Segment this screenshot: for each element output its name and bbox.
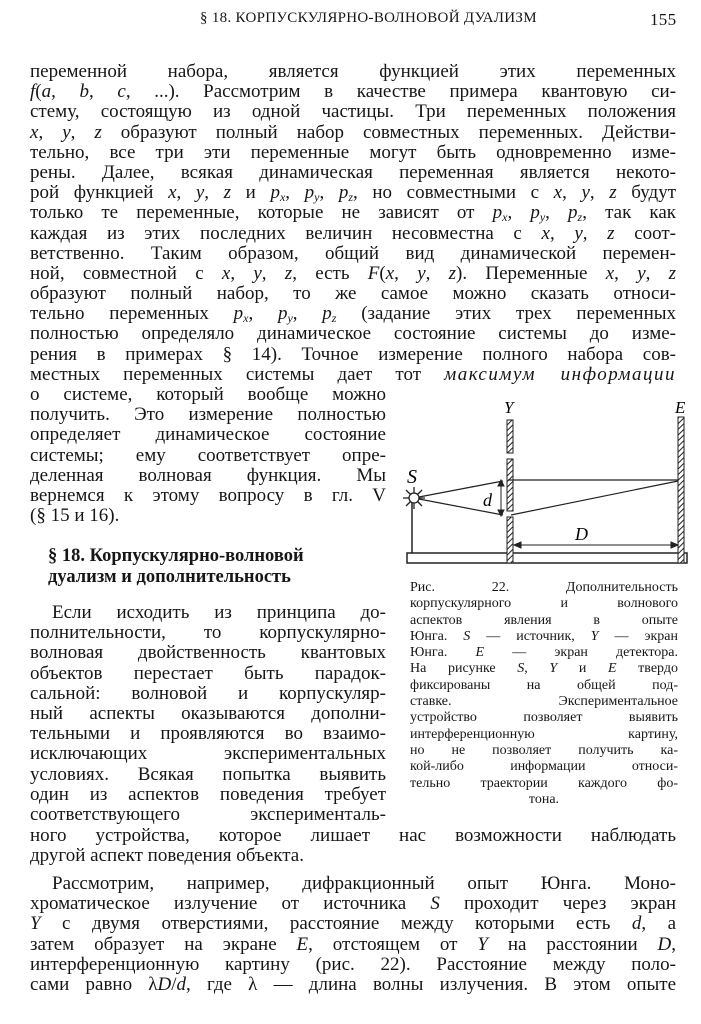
text-run: аспектов явления в опыте (410, 612, 678, 628)
math-variable: z (331, 311, 337, 326)
text-run: , (285, 182, 305, 204)
text-run: — экран детектора. (484, 645, 678, 661)
text-run: (§ 15 и 16). (30, 505, 120, 527)
text-line (30, 284, 676, 304)
text-line (30, 466, 386, 486)
label-E: E (675, 398, 686, 417)
text-line (30, 975, 676, 995)
text-line (30, 163, 676, 183)
math-variable: x (30, 121, 39, 143)
math-variable: x (553, 182, 563, 204)
text-run: ной, совместной с (30, 262, 222, 284)
text-run: и (557, 661, 608, 677)
text-line (30, 102, 676, 122)
text-run: ставке. Экспериментальное (410, 694, 678, 710)
text-line (410, 694, 678, 710)
text-run: переменной набора, является функцией этих переменных (30, 61, 676, 82)
math-variable: d (176, 973, 187, 995)
text-line (30, 345, 676, 365)
text-run: , есть (292, 262, 368, 284)
text-line (30, 623, 386, 643)
math-variable: z (284, 262, 293, 284)
text-run: рой функцией (30, 182, 169, 204)
text-run: На рисунке (410, 661, 518, 677)
text-run: , (38, 121, 63, 143)
math-variable: D (157, 973, 172, 995)
math-variable: p (322, 303, 332, 325)
math-variable: x (605, 262, 615, 284)
math-variable: z (607, 222, 615, 244)
math-variable: y (195, 182, 205, 204)
math-variable: E (607, 661, 617, 677)
text-run: устройство позволяет выявить (410, 710, 678, 726)
text-run: каждая из этих последних величин несовместна с (30, 222, 542, 244)
text-run: , (176, 182, 196, 204)
text-line (410, 645, 678, 661)
text-line (30, 664, 386, 684)
text-run: , (261, 262, 285, 284)
text-line (410, 613, 678, 629)
text-run: (задание этих трех переменных (336, 303, 677, 325)
text-line (30, 324, 676, 344)
text-run: корпускулярного и волнового (410, 596, 678, 612)
text-line (30, 914, 676, 934)
text-run: определяет динамическое состояние (30, 424, 386, 446)
text-run: системы; ему соответствует опре- (30, 444, 386, 466)
text-line (30, 785, 386, 805)
text-run: один из аспектов поведения требует (30, 783, 386, 805)
math-variable: c (117, 81, 126, 103)
text-line (30, 123, 676, 143)
text-run: , (51, 81, 80, 103)
text-run: , ...). Рассмотрим в качестве примера квантовую си- (125, 81, 677, 103)
text-run: сальной: волновой и корпускуляр- (30, 682, 386, 704)
label-Y: Y (504, 398, 514, 417)
text-run: только те переменные, которые не зависят от (30, 202, 493, 224)
text-run: , (292, 303, 323, 325)
text-run: , (545, 202, 569, 224)
text-run: Юнга. (410, 628, 464, 644)
math-variable: Y (30, 913, 41, 935)
text-run: сами равно λ (30, 973, 158, 995)
text-run: интерференционную картину, (410, 726, 678, 742)
math-variable: p (233, 303, 244, 325)
label-S: S (407, 466, 417, 488)
text-run: другой аспект поведения объекта. (30, 845, 304, 867)
text-line (30, 183, 676, 203)
text-run: , (204, 182, 224, 204)
math-variable: x (279, 190, 286, 205)
math-variable: p (277, 303, 288, 325)
math-variable: b (79, 81, 89, 103)
text-line (30, 846, 676, 866)
source-star-icon (403, 487, 425, 509)
text-run: , (425, 262, 449, 284)
text-line (30, 82, 676, 102)
d-arrow (498, 480, 504, 516)
text-line (30, 405, 386, 425)
text-line (30, 643, 386, 663)
math-variable: d (631, 913, 642, 935)
text-line (30, 724, 386, 744)
text-run: соответствующего эксперименталь- (30, 803, 386, 825)
text-run: о системе, который вообще можно (30, 384, 386, 405)
text-run: , (394, 262, 418, 284)
text-run: , где λ — длина волны излучения. В этом опыте (186, 973, 677, 995)
text-line (30, 955, 676, 975)
text-line (30, 224, 676, 244)
math-variable: z (609, 182, 617, 204)
text-line (30, 203, 676, 223)
text-run: , (230, 262, 254, 284)
math-variable: p (338, 182, 349, 204)
math-variable: y (637, 262, 646, 284)
text-run: тельно траектории каждого фо- (410, 775, 678, 791)
text-run: рены. Далее, всякая динамическая переменная является некото- (30, 161, 676, 183)
math-variable: z (223, 182, 232, 204)
base-stand (407, 553, 687, 563)
math-variable: y (253, 262, 262, 284)
text-line (410, 792, 678, 808)
text-line (30, 143, 676, 163)
text-line (30, 805, 386, 825)
text-line (410, 776, 678, 792)
text-line (30, 304, 676, 324)
text-line (30, 506, 386, 526)
text-line (30, 425, 386, 445)
label-d: d (483, 490, 492, 510)
math-variable: z (94, 121, 102, 143)
text-run: ). Переменные (456, 262, 606, 284)
math-variable: E (296, 933, 309, 955)
text-run: ный аспекты оказываются дополни- (30, 702, 386, 724)
text-run: на расстоянии (487, 933, 658, 955)
text-line (30, 486, 386, 506)
text-run: ветственно. Таким образом, общий вид динамической перемен- (30, 242, 676, 264)
text-line (30, 385, 386, 405)
D-arrow (514, 542, 678, 548)
math-variable: E (475, 645, 485, 661)
math-variable: z (448, 262, 457, 284)
text-run: с двумя отверстиями, расстояние между которыми есть (40, 913, 632, 935)
text-run: волновая двойственность квантовых (30, 642, 386, 664)
text-run: , (248, 303, 278, 325)
text-line (410, 596, 678, 612)
figure-caption (410, 580, 678, 808)
text-run: тельно, все три эти переменные могут быть одновременно изме- (30, 141, 676, 163)
text-line (30, 603, 386, 623)
text-line (30, 704, 386, 724)
math-variable: D (657, 933, 672, 955)
math-variable: f (30, 81, 36, 103)
math-variable: p (492, 202, 503, 224)
text-run: образуют полный набор, то же самое можно сказать относи- (30, 283, 676, 305)
young-experiment-figure (395, 395, 695, 565)
text-run: и (231, 182, 271, 204)
text-run: , (671, 933, 676, 955)
slit-screen-middle (507, 459, 513, 511)
text-line (30, 264, 676, 284)
text-run: объектов перестает быть парадок- (30, 662, 386, 684)
text-line (410, 727, 678, 743)
text-run: , (507, 202, 531, 224)
math-variable: z (348, 190, 353, 205)
text-run: , (582, 222, 608, 244)
text-run: полнительности, то корпускулярно- (30, 622, 386, 644)
text-run: образуют полный набор совместных переменных. Действи- (101, 121, 676, 143)
math-variable: Y (477, 933, 488, 955)
section-heading (48, 546, 304, 588)
math-variable: F (367, 262, 380, 284)
text-run: Если исходить из принципа до- (52, 602, 386, 623)
text-run: проходит через экран (439, 893, 676, 915)
text-line (30, 894, 676, 914)
text-run: вернемся к этому вопросу в гл. V (30, 484, 386, 506)
running-title: § 18. КОРПУСКУЛЯРНО-ВОЛНОВОЙ ДУАЛИЗМ (200, 10, 537, 26)
text-line (410, 629, 678, 645)
math-variable: Y (590, 628, 599, 644)
paragraph-complementarity-end (30, 826, 676, 866)
math-variable: y (581, 182, 590, 204)
text-run: деленная волновая функция. Мы (30, 464, 386, 486)
text-run: будут (616, 182, 676, 204)
text-line (410, 710, 678, 726)
paragraph-continued (30, 62, 676, 385)
text-run: ного устройства, которое лишает нас возможности наблюдать (30, 825, 676, 846)
text-run: кой-либо информации относи- (410, 759, 678, 775)
text-run: , (614, 262, 638, 284)
paragraph-complementarity (30, 603, 386, 825)
text-run: интерференционную картину (рис. 22). Расстояние между поло- (30, 953, 676, 975)
math-variable: y (287, 311, 293, 326)
paragraph-continued-narrow (30, 385, 386, 526)
text-line (30, 62, 676, 82)
text-run: , (562, 182, 582, 204)
text-run: , (549, 222, 575, 244)
math-variable: x (243, 311, 249, 326)
math-variable: x (385, 262, 395, 284)
text-run: — экран (598, 628, 678, 644)
math-variable: S (517, 661, 525, 677)
text-run: стему, состоящую из одной частицы. Три переменных положения (30, 101, 676, 123)
text-run: тельно переменных (30, 303, 234, 325)
math-variable: z (668, 262, 677, 284)
text-run: исключающих экспериментальных (30, 743, 386, 765)
text-run: , так как (582, 202, 677, 224)
text-run: но не позволяет получить ка- (410, 742, 678, 758)
math-variable: p (568, 202, 578, 224)
text-line (410, 759, 678, 775)
text-run: Рассмотрим, например, дифракционный опыт Юнга. Моно- (52, 873, 676, 894)
text-run: , (645, 262, 669, 284)
text-run: тона. (528, 791, 560, 807)
emphasis-text: максимум информации (444, 363, 676, 385)
math-variable: x (221, 262, 231, 284)
text-line (30, 684, 386, 704)
text-run: рения в примерах § 14). Точное измерение полного набора сов- (30, 343, 676, 365)
text-run: , (319, 182, 339, 204)
text-run: , но совместными с (353, 182, 554, 204)
paragraph-young-experiment (30, 874, 676, 995)
text-run: , (89, 81, 118, 103)
page-number: 155 (650, 10, 677, 29)
text-run: Юнга. (410, 645, 476, 661)
text-run: получить. Это измерение полностью (30, 404, 386, 426)
text-run: затем образует на экране (30, 933, 297, 955)
math-variable: S (430, 893, 440, 915)
math-variable: p (530, 202, 540, 224)
text-line (30, 365, 676, 385)
text-line (30, 244, 676, 264)
text-run: твердо (616, 661, 678, 677)
text-run: фиксированы на общей под- (410, 677, 678, 693)
math-variable: S (463, 628, 471, 644)
math-variable: p (304, 182, 315, 204)
text-line (30, 744, 386, 764)
text-run: Рис. 22. Дополнительность (410, 580, 678, 595)
text-line (410, 743, 678, 759)
math-variable: x (502, 210, 508, 225)
detector-screen (678, 417, 684, 563)
math-variable: y (62, 121, 71, 143)
ray-paths (419, 480, 678, 515)
text-run: , (70, 121, 95, 143)
text-line (30, 874, 676, 894)
math-variable: y (417, 262, 426, 284)
slit-screen-upper (507, 420, 513, 453)
text-line (30, 826, 676, 846)
text-run: соот- (614, 222, 677, 244)
slit-screen-lower (507, 517, 513, 563)
text-line (30, 446, 386, 466)
math-variable: a (41, 81, 52, 103)
text-run: ( (379, 262, 386, 284)
text-line (410, 661, 678, 677)
math-variable: Y (549, 661, 558, 677)
math-variable: p (270, 182, 280, 204)
text-run: — источник, (470, 628, 591, 644)
text-line (30, 765, 386, 785)
text-run: условиях. Всякая попытка выявить (30, 763, 386, 785)
label-D: D (575, 524, 588, 544)
text-run: ( (35, 81, 42, 103)
section-heading-line: § 18. Корпускулярно-волновой (48, 546, 304, 566)
text-run: / (171, 973, 177, 995)
text-run: полностью определяло динамическое состояние системы до изме- (30, 323, 676, 345)
text-line (410, 580, 678, 596)
text-run: тельными и проявляются во взаимо- (30, 723, 386, 745)
text-line (30, 935, 676, 955)
text-run: , отстоящем от (308, 933, 478, 955)
math-variable: x (541, 222, 550, 244)
text-run: , (589, 182, 610, 204)
text-run: местных переменных системы дает тот (30, 363, 445, 385)
text-line (410, 678, 678, 694)
text-run: , (524, 661, 550, 677)
text-run: , а (641, 913, 677, 935)
math-variable: x (168, 182, 177, 204)
text-run: хроматическое излучение от источника (30, 893, 431, 915)
math-variable: y (574, 222, 583, 244)
math-variable: y (539, 210, 546, 225)
math-variable: y (314, 190, 320, 205)
math-variable: z (577, 210, 583, 225)
section-heading-line: дуализм и дополнительность (48, 567, 291, 587)
